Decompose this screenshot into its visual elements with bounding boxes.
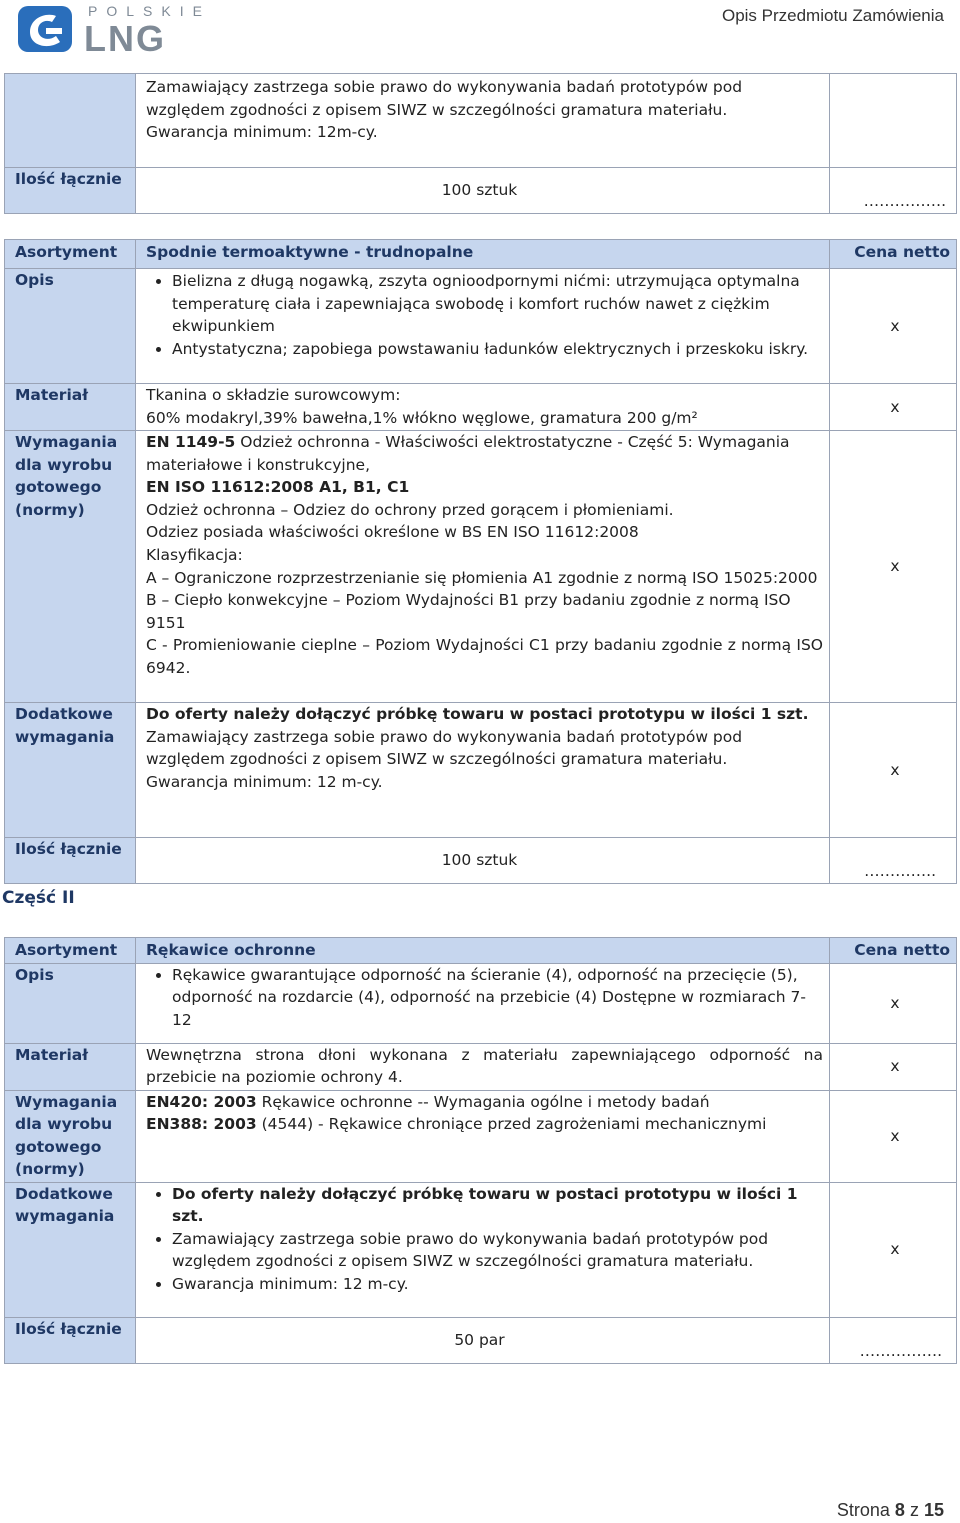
dodatkowe-content: [136, 1182, 830, 1317]
dodatkowe-label: Dodatkowe wymagania: [5, 703, 136, 838]
price-x: x: [830, 963, 957, 1043]
header-product-name: Spodnie termoaktywne - trudnopalne: [136, 240, 830, 269]
normy-label: Wymagania dla wyrobu gotowego (normy): [5, 431, 136, 703]
extra-requirements: [136, 74, 830, 168]
norm-code: EN388: 2003: [146, 1115, 257, 1134]
list-item: • Do oferty należy dołączyć próbkę towaru w postaci prototypu w ilości 1 szt.: [172, 1183, 823, 1228]
opis-content: [136, 269, 830, 384]
header-price: Cena netto: [830, 240, 957, 269]
material-line: 60% modakryl,39% bawełna,1% włókno węglowe, gramatura 200 g/m²: [146, 408, 698, 427]
table-spodnie: [4, 239, 957, 884]
warranty-text: Gwarancja minimum: 12 m-cy.: [146, 772, 383, 791]
list-item: • Antystatyczna; zapobiega powstawaniu ładunków elektrycznych i przeskoku iskry.: [172, 338, 823, 361]
dodatkowe-content: [136, 703, 830, 838]
price-x: x: [830, 1043, 957, 1090]
svg-text:LNG: LNG: [84, 18, 166, 54]
norm-text: Odzież ochronna – Odziez do ochrony przed gorącem i płomieniami.: [146, 500, 674, 519]
sample-requirement: Do oferty należy dołączyć próbkę towaru w postaci prototypu w ilości 1 szt.: [146, 705, 809, 723]
material-content: [136, 384, 830, 431]
warranty-text: Gwarancja minimum: 12m-cy.: [146, 123, 378, 142]
price-x: x: [830, 384, 957, 431]
label-empty: [5, 74, 136, 168]
norm-text: Rękawice ochronne -- Wymagania ogólne i metody badań: [256, 1092, 710, 1111]
header-asortyment: Asortyment: [5, 938, 136, 964]
material-label: Materiał: [5, 1043, 136, 1090]
price-dots: …………….: [830, 1317, 957, 1363]
opis-label: Opis: [5, 269, 136, 384]
list-item: • Rękawice gwarantujące odporność na ścieranie (4), odporność na przecięcie (5), odporność na rozdarcie (4), odporność na przebicie (4) Dostępne w rozmiarach 7-12: [172, 964, 823, 1032]
extra-text: Zamawiający zastrzega sobie prawo do wykonywania badań prototypów pod względem zgodności z opisem SIWZ w szczególności gramatura materiału.: [146, 727, 743, 769]
price-x: x: [830, 269, 957, 384]
norm-text: Odziez posiada właściwości określone w BS EN ISO 11612:2008: [146, 523, 639, 542]
material-line: Tkanina o składzie surowcowym:: [146, 386, 401, 404]
price-x: x: [830, 431, 957, 703]
material-content: Wewnętrzna strona dłoni wykonana z materiału zapewniającego odporność na przebicie na poziomie ochrony 4.: [136, 1043, 830, 1090]
norm-text: (4544) - Rękawice chroniące przed zagrożeniami mechanicznymi: [256, 1115, 767, 1134]
section-title: Część II: [2, 888, 75, 908]
extra-text: Zamawiający zastrzega sobie prawo do wykonywania badań prototypów pod względem zgodności z opisem SIWZ w szczególności gramatura materiału.: [146, 78, 743, 119]
normy-label: Wymagania dla wyrobu gotowego (normy): [5, 1090, 136, 1182]
qty-label: Ilość łącznie: [5, 838, 136, 884]
header-price: Cena netto: [830, 938, 957, 964]
polskie-lng-logo: [16, 2, 246, 54]
list-item: • Bielizna z długą nogawką, zszyta ognioodpornymi nićmi: utrzymująca optymalna temperaturę ciała i zapewniająca swobodę i komfort ruchów nawet z ciężkim ekwipunkiem: [172, 270, 823, 338]
document-title: Opis Przedmiotu Zamówienia: [721, 6, 944, 25]
price-x: x: [830, 703, 957, 838]
price-x: x: [830, 1182, 957, 1317]
norm-code: EN 1149-5: [146, 433, 236, 451]
page-number: 8: [894, 1500, 905, 1520]
opis-content: [136, 963, 830, 1043]
page-header: [0, 0, 960, 60]
opis-label: Opis: [5, 963, 136, 1043]
norm-text: A – Ograniczone rozprzestrzenianie się płomienia A1 zgodnie z normą ISO 15025:2000: [146, 568, 818, 587]
page-total: 15: [923, 1500, 944, 1520]
normy-content: [136, 1090, 830, 1182]
page-footer: [837, 1500, 944, 1521]
page-label: Strona: [836, 1500, 890, 1520]
price-x: x: [830, 1090, 957, 1182]
qty-label: Ilość łącznie: [5, 168, 136, 214]
norm-code: EN ISO 11612:2008 A1, B1, C1: [146, 478, 410, 497]
price-dots: …………….: [830, 168, 957, 214]
norm-text: Klasyfikacja:: [146, 545, 243, 564]
list-item: • Gwarancja minimum: 12 m-cy.: [172, 1273, 823, 1296]
normy-content: [136, 431, 830, 703]
dodatkowe-label: Dodatkowe wymagania: [5, 1182, 136, 1317]
price-cell: [830, 74, 957, 168]
qty-value: 100 sztuk: [136, 168, 830, 214]
qty-value: 100 sztuk: [136, 838, 830, 884]
page-of: z: [909, 1500, 919, 1520]
table-continuation: [4, 73, 957, 214]
norm-text: B – Ciepło konwekcyjne – Poziom Wydajności B1 przy badaniu zgodnie z normą ISO 9151: [146, 591, 791, 632]
price-dots: …………..: [830, 838, 957, 884]
qty-value: 50 par: [136, 1317, 830, 1363]
svg-text:POLSKIE: POLSKIE: [88, 3, 211, 19]
table-rekawice: [4, 937, 957, 1364]
qty-label: Ilość łącznie: [5, 1317, 136, 1363]
norm-text: C - Promieniowanie cieplne – Poziom Wydajności C1 przy badaniu zgodnie z normą ISO 6942.: [146, 636, 823, 677]
header-product-name: Rękawice ochronne: [136, 938, 830, 964]
material-label: Materiał: [5, 384, 136, 431]
norm-code: EN420: 2003: [146, 1092, 257, 1111]
list-item: • Zamawiający zastrzega sobie prawo do wykonywania badań prototypów pod względem zgodności z opisem SIWZ w szczególności gramatura materiału.: [172, 1228, 823, 1273]
norm-text: Odzież ochronna - Właściwości elektrostatyczne - Część 5: Wymagania materiałowe i konstrukcyjne,: [146, 433, 790, 474]
header-asortyment: Asortyment: [5, 240, 136, 269]
